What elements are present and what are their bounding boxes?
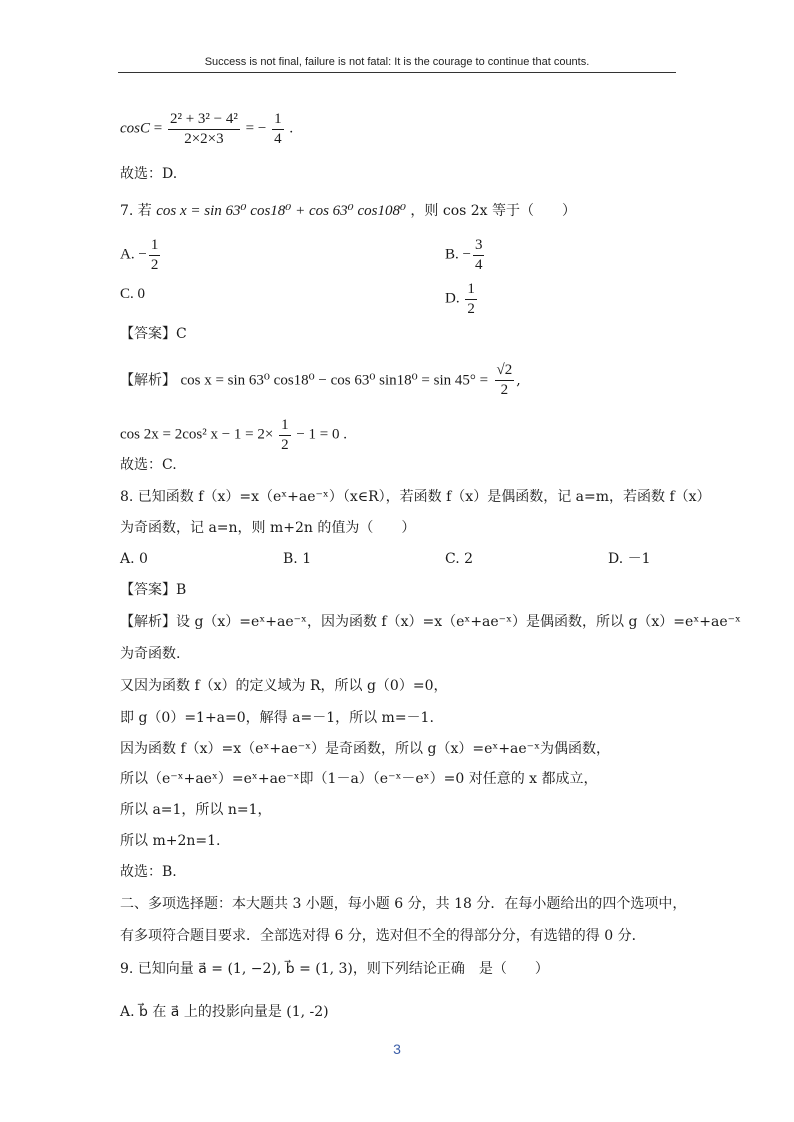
question-9: 9. 已知向量 a⃗ = (1, −2), b⃗ = (1, 3)，则下列结论正确 是（ ） xyxy=(120,961,549,977)
question-8-line1: 8. 已知函数 f（x）=x（eˣ+ae⁻ˣ）（x∈R），若函数 f（x）是偶函数，记 a=m，若函数 f（x） xyxy=(120,489,711,505)
option-7b xyxy=(445,236,486,275)
option-den: 2 xyxy=(150,256,159,273)
question-7-tail: ，则 cos 2x 等于（ ） xyxy=(410,203,577,219)
solution-7-fraction xyxy=(495,361,515,400)
section-2-line1: 二、多项选择题：本大题共 3 小题，每小题 6 分，共 18 分．在每小题给出的四个选项中， xyxy=(120,896,687,912)
fraction-result-den: 4 xyxy=(274,130,282,147)
page-number: 3 xyxy=(393,1041,401,1057)
option-sign: − xyxy=(462,246,471,263)
fraction-result-num: 1 xyxy=(272,110,284,130)
solution-8-line6: 所以（e⁻ˣ+aeˣ）=eˣ+ae⁻ˣ即（1－a）（e⁻ˣ－eˣ）=0 对任意的 x 都成立， xyxy=(120,771,598,787)
question-7-formula: cos x = sin 63⁰ cos18⁰ + cos 63⁰ cos108⁰ xyxy=(156,203,406,219)
option-7a xyxy=(120,236,162,275)
solution-8-line3: 又因为函数 f（x）的定义域为 R，所以 g（0）=0， xyxy=(120,678,448,694)
option-sign: − xyxy=(138,246,147,263)
solution-8-line8: 所以 m+2n=1. xyxy=(120,833,221,849)
option-den: 2 xyxy=(467,300,475,317)
option-label: A. xyxy=(120,246,135,263)
answer-8: 【答案】B xyxy=(120,582,187,598)
fraction-main xyxy=(168,110,240,149)
question-7-prefix: 7. 若 xyxy=(120,203,152,219)
formula-cos-c: cosC = $\frac{\text{2² + 3² − 4²}}{2\times 2\times 3}$ = − $\frac{1}{4}$ . xyxy=(120,111,294,147)
solution-8-line4: 即 g（0）=1+a=0，解得 a=－1，所以 m=－1. xyxy=(120,710,434,726)
solution-7-line2-den: 2 xyxy=(281,436,289,453)
solution-7-line2 xyxy=(120,416,347,455)
solution-7-den: 2 xyxy=(500,381,509,398)
option-8b: B. 1 xyxy=(283,551,312,567)
option-8a: A. 0 xyxy=(120,551,148,567)
solution-7-line2-num: 1 xyxy=(279,416,291,436)
solution-7-line1 xyxy=(120,361,521,400)
final-8: 故选：B. xyxy=(120,864,177,880)
question-8-line2: 为奇函数，记 a=n，则 m+2n 的值为（ ） xyxy=(120,520,416,536)
option-7d xyxy=(445,280,479,319)
solution-8-line2: 为奇函数. xyxy=(120,646,181,662)
option-num: 1 xyxy=(465,280,477,300)
option-label: D. xyxy=(445,290,460,307)
option-den: 4 xyxy=(474,256,483,273)
option-fraction xyxy=(149,236,161,275)
option-fraction xyxy=(465,280,477,319)
option-num: 3 xyxy=(473,236,485,256)
solution-7-formula: cos x = sin 63⁰ cos18⁰ − cos 63⁰ sin18⁰ = sin 45° = xyxy=(180,372,489,389)
fraction-denominator: 2×2×3 xyxy=(184,130,224,147)
option-8c: C. 2 xyxy=(445,551,474,567)
option-fraction xyxy=(473,236,485,275)
answer-7: 【答案】C xyxy=(120,326,187,342)
formula-eq: = − xyxy=(245,120,267,137)
question-7 xyxy=(120,204,576,219)
option-num: 1 xyxy=(149,236,161,256)
option-label: B. xyxy=(445,246,459,263)
solution-7-line2-fraction xyxy=(279,416,291,455)
final-7: 故选：C. xyxy=(120,457,177,473)
page-header: Success is not final, failure is not fatal: It is the courage to continue that counts. xyxy=(204,56,590,68)
solution-8-line5: 因为函数 f（x）=x（eˣ+ae⁻ˣ）是奇函数，所以 g（x）=eˣ+ae⁻ˣ为偶函数， xyxy=(120,741,610,757)
formula-end: . xyxy=(289,120,294,137)
solution-8-line7: 所以 a=1，所以 n=1， xyxy=(120,802,272,818)
section-2-line2: 有多项符合题目要求．全部选对得 6 分，选对但不全的得部分分，有选错的得 0 分． xyxy=(120,928,646,944)
option-9a: A. b⃗ 在 a⃗ 上的投影向量是 (1, -2) xyxy=(120,1004,329,1020)
answer-choice-line: 故选：D. xyxy=(120,166,178,182)
solution-7-line2-a: cos 2x = 2cos² x − 1 = 2× xyxy=(120,426,274,443)
fraction-result xyxy=(272,110,284,149)
fraction-numerator: 2² + 3² − 4² xyxy=(168,110,240,130)
solution-8-line1: 【解析】设 g（x）=eˣ+ae⁻ˣ，因为函数 f（x）=x（eˣ+ae⁻ˣ）是偶函数，所以 g（x）=eˣ+ae⁻ˣ xyxy=(120,614,741,630)
formula-lhs: cosC xyxy=(120,120,150,137)
solution-label: 【解析】 xyxy=(120,372,176,389)
option-7c: C. 0 xyxy=(120,286,146,302)
solution-7-line2-b: − 1 = 0 . xyxy=(296,426,347,443)
solution-7-num: √2 xyxy=(495,361,515,381)
solution-7-end: , xyxy=(516,372,521,389)
header-divider xyxy=(118,72,676,73)
option-8d: D. －1 xyxy=(608,551,651,567)
